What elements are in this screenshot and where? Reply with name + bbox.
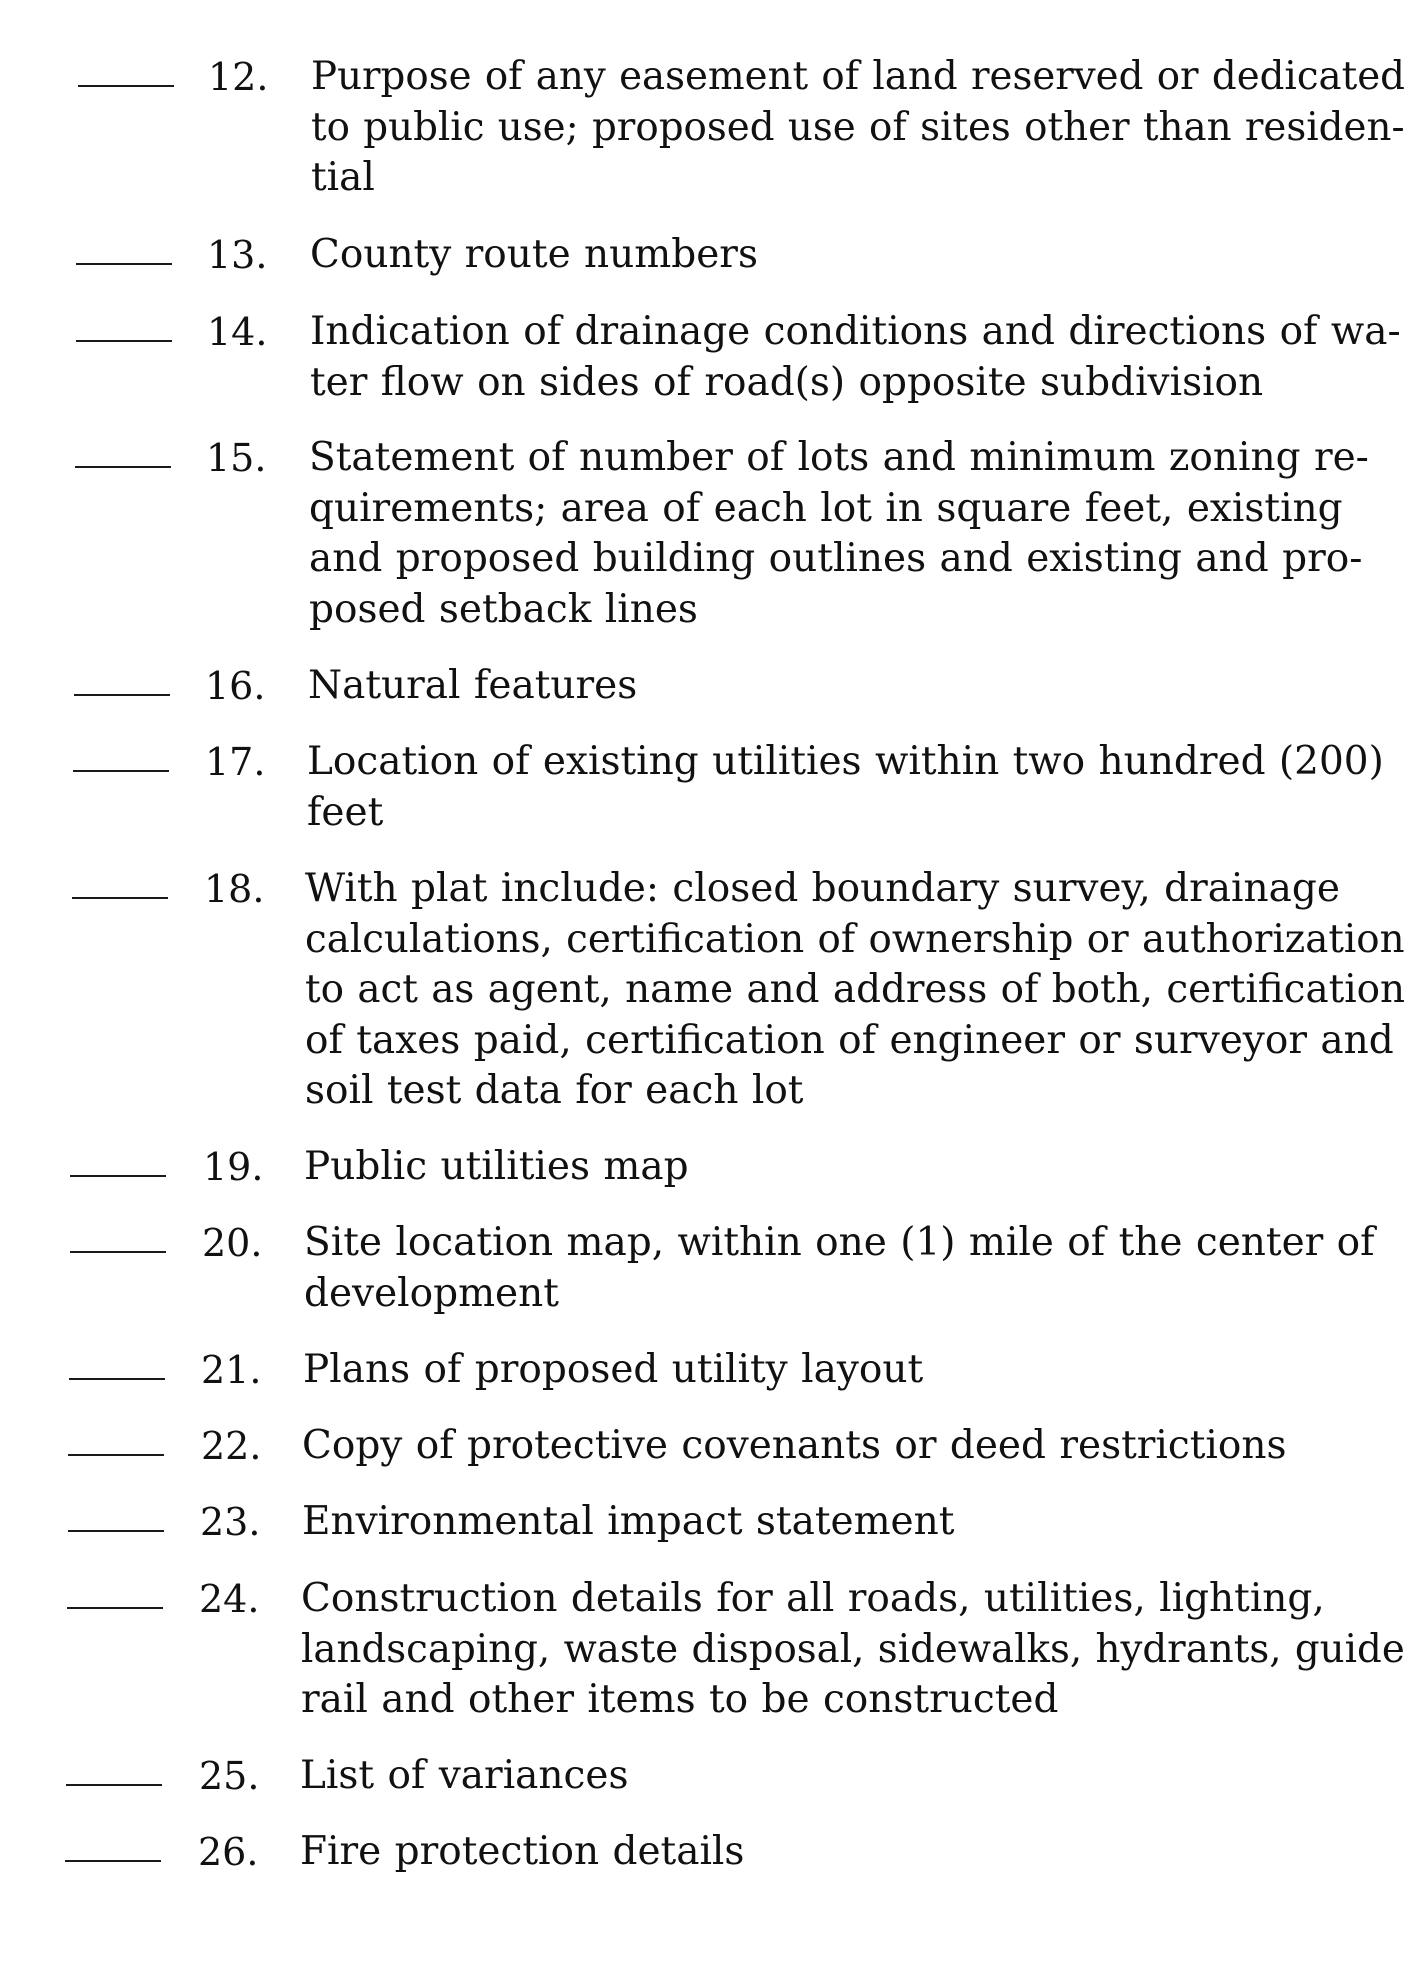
item-number: 19.	[203, 1145, 264, 1189]
item-number: 24.	[199, 1577, 260, 1621]
checklist-item	[0, 864, 1426, 1127]
item-text-line: Fire protection details	[300, 1829, 745, 1874]
checklist-item	[0, 433, 1426, 645]
item-number: 21.	[201, 1348, 262, 1392]
checklist-item	[0, 1751, 1426, 1812]
item-text-line: calculations, certification of ownership or authorization	[305, 916, 1405, 962]
checklist-item	[0, 1345, 1426, 1406]
item-text-line: Natural features	[308, 663, 638, 708]
check-blank-line[interactable]	[70, 1175, 166, 1177]
check-blank-line[interactable]	[72, 897, 168, 899]
checklist-item	[0, 1497, 1426, 1558]
check-blank-line[interactable]	[70, 1251, 166, 1253]
item-text-line: Statement of number of lots and minimum zoning re-	[309, 435, 1369, 480]
item-number: 15.	[206, 436, 267, 480]
item-number: 12.	[208, 55, 269, 99]
item-text-line: Plans of proposed utility layout	[303, 1347, 924, 1392]
checklist-item	[0, 737, 1426, 848]
item-text-line: Site location map, within one (1) mile of the center of	[304, 1220, 1375, 1265]
item-text-line: ter flow on sides of road(s) opposite subdivision	[310, 359, 1264, 405]
item-text-line: quirements; area of each lot in square feet, existing	[309, 485, 1343, 531]
item-text-line: Location of existing utilities within two hundred (200)	[307, 739, 1384, 784]
item-text-line: to act as agent, name and address of both, certification	[305, 967, 1406, 1012]
item-text-line: Purpose of any easement of land reserved or dedicated	[311, 54, 1405, 99]
item-text-line: Environmental impact statement	[302, 1499, 955, 1544]
check-blank-line[interactable]	[66, 1784, 162, 1786]
checklist-item	[0, 230, 1426, 291]
check-blank-line[interactable]	[68, 1454, 164, 1456]
item-text-line: With plat include: closed boundary survey, drainage	[305, 866, 1340, 911]
item-number: 26.	[198, 1830, 259, 1874]
checklist-item	[0, 307, 1426, 418]
item-number: 13.	[207, 233, 268, 277]
item-text-line: landscaping, waste disposal, sidewalks, hydrants, guide	[301, 1626, 1405, 1672]
item-number: 16.	[205, 664, 266, 708]
item-text-line: feet	[307, 789, 384, 835]
item-number: 17.	[205, 740, 266, 784]
item-text-line: Indication of drainage conditions and directions of wa-	[310, 309, 1401, 354]
item-text-line: tial	[311, 155, 375, 200]
check-blank-line[interactable]	[76, 340, 172, 342]
item-text-line: and proposed building outlines and existing and pro-	[309, 536, 1363, 581]
check-blank-line[interactable]	[76, 263, 172, 265]
checklist-item	[0, 1574, 1426, 1736]
checklist-item	[0, 1142, 1426, 1203]
item-text-line: List of variances	[300, 1753, 629, 1798]
checklist-item	[0, 1421, 1426, 1482]
item-text-line: development	[304, 1270, 559, 1316]
check-blank-line[interactable]	[65, 1860, 161, 1862]
check-blank-line[interactable]	[74, 694, 170, 696]
item-number: 23.	[200, 1500, 261, 1544]
check-blank-line[interactable]	[75, 466, 171, 468]
item-number: 22.	[201, 1424, 262, 1468]
check-blank-line[interactable]	[78, 85, 174, 87]
item-text-line: County route numbers	[310, 232, 758, 277]
check-blank-line[interactable]	[68, 1530, 164, 1532]
item-text-line: posed setback lines	[309, 586, 698, 632]
item-number: 18.	[204, 867, 265, 911]
item-text-line: Construction details for all roads, utilities, lighting,	[301, 1576, 1325, 1621]
item-text-line: rail and other items to be constructed	[301, 1677, 1059, 1722]
item-text-line: Copy of protective covenants or deed restrictions	[302, 1423, 1287, 1468]
check-blank-line[interactable]	[73, 770, 169, 772]
checklist-item	[0, 1218, 1426, 1329]
item-number: 20.	[202, 1221, 263, 1265]
checklist-item	[0, 661, 1426, 722]
item-text-line: soil test data for each lot	[305, 1068, 804, 1113]
item-text-line: to public use; proposed use of sites other than residen-	[311, 104, 1405, 150]
check-blank-line[interactable]	[69, 1378, 165, 1380]
checklist-item	[0, 52, 1426, 214]
item-number: 14.	[207, 310, 268, 354]
checklist-item	[0, 1827, 1426, 1888]
item-text-line: Public utilities map	[304, 1144, 689, 1189]
item-text-line: of taxes paid, certification of engineer or surveyor and	[305, 1017, 1394, 1063]
check-blank-line[interactable]	[67, 1607, 163, 1609]
item-number: 25.	[199, 1754, 260, 1798]
